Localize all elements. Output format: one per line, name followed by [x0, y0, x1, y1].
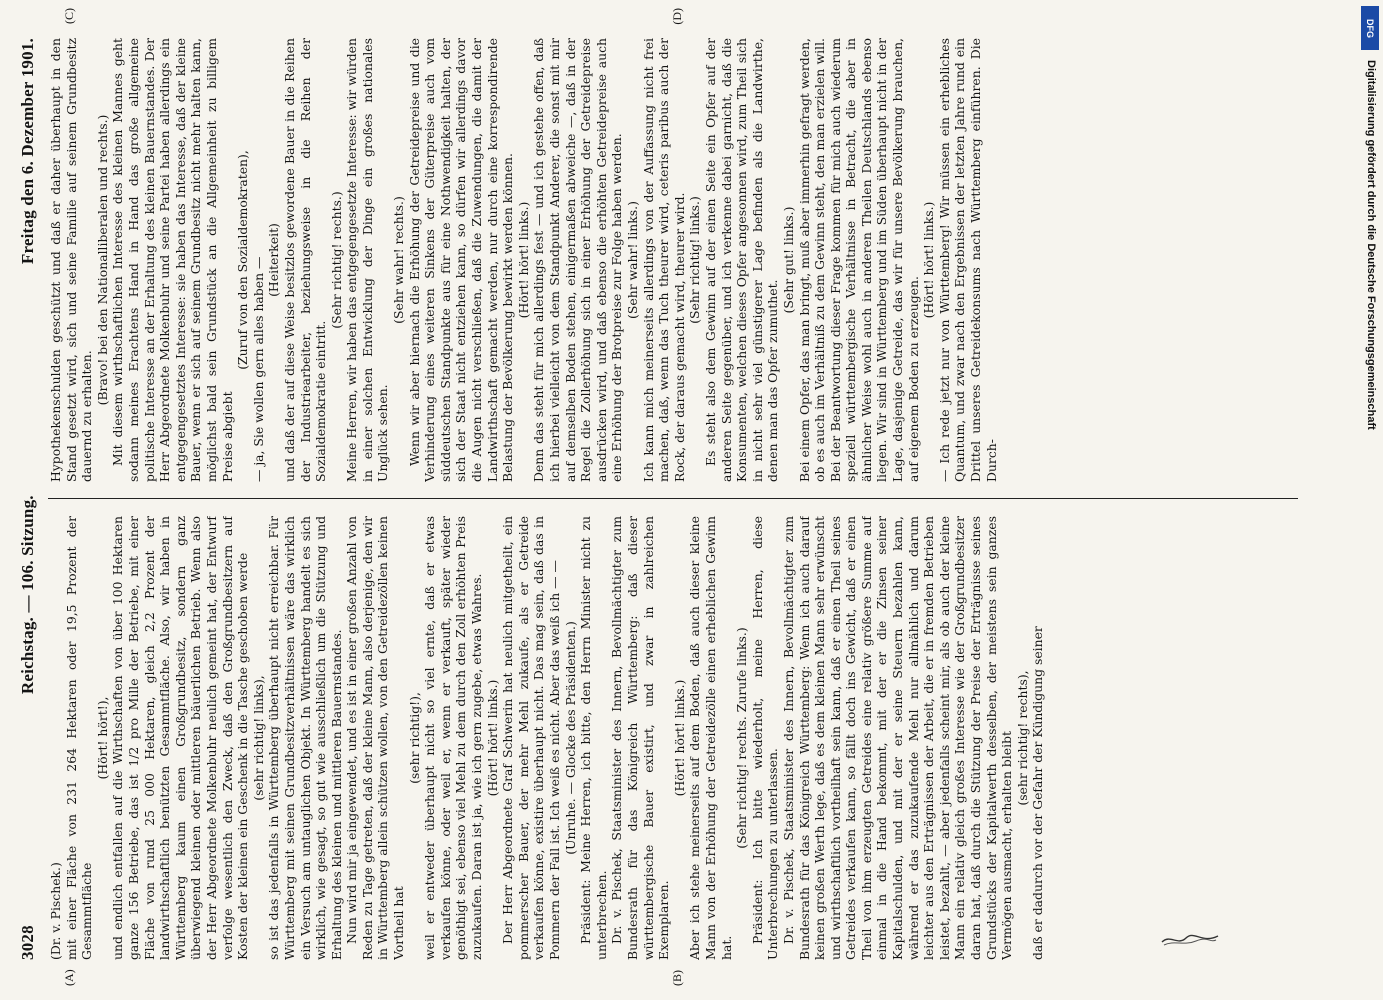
left-column-paragraph: Dr. v. Pischek, Staatsminister des Innern, Bevollmächtigter zum Bundesrath für das Königreich Württemberg: daß dieser württembergische Bauer existirt, und zwar in zahlreichen Exemplaren. — [609, 516, 672, 960]
left-column-paragraph: (Hört! hört! links.) — [671, 679, 687, 797]
right-column-paragraph: (Sehr wahr! links.) — [624, 201, 640, 319]
left-column-paragraph: daß er dadurch vor der Gefahr der Kündigung seiner — [1030, 626, 1046, 960]
left-column-paragraph: so ist das jedenfalls in Württemberg überhaupt nicht erreichbar. Für Württemberg mit seinen Grundbesitzverhältnissen wäre das wirklich ein Versuch am untauglichen Objekt. In Württemberg handelt es sich wirklich, wie gesagt, so gut wie ausschließlich um die Stützung und Erhaltung des kleinen und mittleren Bauernstandes. — [266, 516, 344, 960]
left-column-paragraph: Der Herr Abgeordnete Graf Schwerin hat neulich mitgetheilt, ein pommerscher Bauer, der mehr Mehl zukaufe, als er Getreide verkaufen könne, existire überhaupt nicht. Das mag sein, daß das in Pommern der Fall ist. Ich weiß es nicht. Aber das weiß ich — — — [500, 516, 562, 960]
left-column-paragraph: (Sehr richtig! rechts. Zurufe links.) — [734, 627, 750, 849]
dfg-logo: DFG — [1361, 6, 1379, 50]
left-column-paragraph: (Unruhe. — Glocke des Präsidenten.) — [562, 621, 578, 855]
margin-marker-b: (B) — [670, 970, 684, 986]
funding-note: Digitalisierung gefördert durch die Deutsche Forschungsgemeinschaft — [1365, 60, 1377, 430]
right-column-paragraph: (Bravo! bei den Nationalliberalen und rechts.) — [94, 114, 110, 406]
right-column-paragraph: (Sehr wahr! rechts.) — [391, 196, 407, 324]
right-column-paragraph: — ja, Sie wollen gern alles haben — — [250, 256, 266, 482]
right-column-paragraph: Denn das steht für mich allerdings fest — und ich gestehe offen, daß ich hierbei vielleicht von dem Standpunkt Anderer, die sonst mit mir auf demselben Boden stehen, einigermaßen abweiche —, daß in der Regel die Zollerhöhung sich in einer Erhöhung der Getreidepreise ausdrücken wird, und daß ebenso die erhöhten Getreidepreise auch eine Erhöhung der Brotpreise zur Folge haben werden. — [531, 38, 625, 482]
left-column-paragraph: Präsident: Ich bitte wiederholt, meine Herren, diese Unterbrechungen zu unterlassen. — [749, 516, 781, 960]
left-column-paragraph: Präsident: Meine Herren, ich bitte, den Herrn Minister nicht zu unterbrechen. — [578, 516, 609, 960]
left-column-paragraph: (sehr richtig! rechts), — [1014, 670, 1030, 806]
right-column-paragraph: Hypothekenschulden geschützt und daß er daher überhaupt in den Stand gesetzt wird, sich und seine Familie auf seinem Grundbesitz dauernd zu erhalten. — [48, 38, 95, 482]
page-number: 3028 — [18, 925, 37, 960]
funding-sidebar — [1363, 60, 1377, 700]
left-column-paragraph: Nun wird mir ja eingewendet, und es ist in einer großen Anzahl von Reden zu Tage getreten, daß der kleine Mann, also derjenige, den wir in Württemberg allein schützen wollen, von den Getreidezöllen keinen Vortheil hat — [344, 516, 407, 960]
text-columns — [48, 8, 1298, 986]
left-column-paragraph: (sehr richtig!), — [406, 692, 422, 784]
right-column-paragraph: Meine Herren, wir haben das entgegengesetzte Interesse: wir würden in einer solchen Entwicklung der Dinge ein großes nationales Unglück sehen. — [344, 38, 391, 482]
left-column-paragraph: und endlich entfallen auf die Wirthschaften von über 100 Hektaren ganze 156 Betriebe, das ist 1/2 pro Mille der Betriebe, mit einer Fläche von rund 25 000 Hektaren, gleich 2,2 Prozent der landwirthschaftlich benützten Gesammtfläche. Also, wir haben in Württemberg kaum einen Großgrundbesitz, sondern ganz überwiegend kleinen oder mittleren bäuerlichen Betrieb. Wenn also der Herr Abgeordnete Molkenbuhr neulich gemeint hat, der Entwurf verfolge wesentlich den Zweck, daß den Großgrundbesitzern auf Kosten der kleinen ein Geschenk in die Tasche geschoben werde — [110, 516, 251, 960]
right-column-paragraph: (Sehr gut! links.) — [780, 206, 796, 314]
left-column-paragraph: weil er entweder überhaupt nicht so viel ernte, daß er etwas verkaufen könne, oder weil er, wenn er verkauft, später wieder genöthigt sei, ebenso viel Mehl zu dem durch den Zoll erhöhten Preis zuzukaufen. Daran ist ja, wie ich gern zugebe, etwas Wahres. — [422, 516, 485, 960]
right-column-paragraph: (Heiterkeit) — [266, 223, 282, 297]
left-column — [48, 516, 1298, 960]
right-column-paragraph: — Ich rede jetzt nur von Württemberg! Wir müssen ein erhebliches Quantum, und zwar nach den Ergebnissen der letzten Jahre rund ein Drittel unseres Getreidekonsums nach Württemberg einführen. Die Durch- — [936, 38, 999, 482]
left-column-paragraph: (sehr richtig! links), — [250, 675, 266, 801]
right-column-paragraph: (Sehr richtig! rechts.) — [328, 191, 344, 329]
margin-marker-a: (A) — [62, 969, 76, 986]
right-column-paragraph: Es steht also dem Gewinn auf der einen Seite ein Opfer auf der anderen Seite gegenüber, und ich verkenne dabei garnicht, daß die Konsumenten, welchen dieses Opfer angesonnen wird, zum Theil sich in nicht sehr viel günstigerer Lage befinden als die Landwirthe, denen man das Opfer zumuthet. — [702, 38, 781, 482]
right-column-paragraph: Wenn wir aber hiernach die Erhöhung der Getreidepreise und die Verhinderung eines weiteren Sinkens der Güterpreise auch vom süddeutschen Standpunkte aus für eine Nothwendigkeit halten, der sich der Staat nicht entziehen kann, so dürfen wir allerdings davor die Augen nicht verschließen, daß die Zuwendungen, die damit der Landwirthschaft gemacht werden, nur durch eine korrespondirende Belastung der Bevölkerung bewirkt werden können. — [406, 38, 516, 482]
right-column-paragraph: und daß der auf diese Weise besitzlos gewordene Bauer in die Reihen der Industriearbeiter, beziehungsweise in die Reihen der Sozialdemokratie eintritt. — [281, 38, 329, 482]
right-column-paragraph: (Sehr richtig! links.) — [687, 196, 703, 324]
right-column — [48, 38, 1298, 482]
column-divider — [48, 498, 1298, 499]
page-header — [18, 38, 48, 960]
left-column-paragraph: Dr. v. Pischek, Staatsminister des Innern, Bevollmächtigter zum Bundesrath für das Königreich Württemberg: Wenn ich auch darauf keinen großen Werth lege, daß es dem kleinen Mann sehr erwünscht und wirthschaftlich vortheilhaft sein kann, daß er einen Theil seines Getreides verkaufen kann, so fällt doch ins Gewicht, daß er einen Theil von ihm erzeugten Getreides eine relativ größere Summe auf einmal in die Hand bekommt, mit der er die Zinsen seiner Kapitalschulden, und mit der er seine Steuern bezahlen kann, während er das zuzukaufende Mehl nur allmählich und darum leichter aus den Erträgnissen der Arbeit, die er in fremden Betrieben leistet, bezahlt, — aber jedenfalls scheint mir, als ob auch der kleine Mann ein relativ gleich großes Interesse wie der Großgrundbesitzer daran hat, daß durch die Stützung der Preise der Erträgnisse seines Grundstücks der Kapitalwerth desselben, der meistens sein ganzes Vermögen ausmacht, erhalten bleibt — [780, 516, 1015, 960]
right-column-paragraph: Ich kann mich meinerseits allerdings von der Auffassung nicht frei machen, daß, wenn das Tuch theurer wird, ceteris paribus auch der Rock, der daraus gemacht wird, theurer wird. — [640, 38, 687, 482]
right-column-paragraph: Mit diesem wirthschaftlichen Interesse des kleinen Mannes geht sodann meines Erachtens Hand in Hand das große allgemeine politische Interesse an der Erhaltung des kleinen Bauernstandes. Der Herr Abgeordnete Molkenbuhr und seine Partei haben allerdings ein entgegengesetztes Interesse: sie haben das Interesse, daß der kleine Bauer, wenn er sich auf seinem Grundbesitz nicht mehr halten kann, möglichst bald sein Grundstück an die Allgemeinheit zu billigem Preise abgiebt — [110, 38, 235, 482]
right-column-paragraph: (Zuruf von den Sozialdemokraten), — [235, 150, 251, 370]
margin-marker-c: (C) — [62, 8, 76, 24]
left-column-paragraph: (Hört! hört!), — [94, 696, 110, 780]
left-column-paragraph: (Dr. v. Pischek.) — [48, 862, 63, 960]
session-date: Freitag den 6. Dezember 1901. — [18, 38, 37, 265]
right-column-paragraph: (Hört! hört! links.) — [921, 201, 937, 319]
margin-marker-d: (D) — [670, 8, 684, 25]
pen-scribble-mark — [1160, 930, 1220, 948]
session-title: Reichstag. — 106. Sitzung. — [18, 495, 37, 695]
right-column-paragraph: Bei einem Opfer, das man bringt, muß aber immerhin gefragt werden, ob es auch im Verhältniß zu dem Gewinn steht, den man erzielen will. Bei der Beantwortung dieser Frage kommen für mich auch wiederum speziell württembergische Verhältnisse in Betracht, die aber in ähnlicher Weise wohl auch in anderen Theilen Deutschlands ebenso liegen. Wir sind in Württemberg und im Süden überhaupt nicht in der Lage, dasjenige Getreide, das wir für unsere Bevölkerung brauchen, auf eigenem Boden zu erzeugen. — [796, 38, 921, 482]
right-column-paragraph: (Hört! hört! links.) — [515, 201, 531, 319]
left-column-paragraph: mit einer Fläche von 231 264 Hektaren oder 19,5 Prozent der Gesammtfläche — [63, 516, 95, 960]
left-column-paragraph: Aber ich stehe meinerseits auf dem Boden, daß auch dieser kleine Mann von der Erhöhung der Getreidezölle einen erheblichen Gewinn hat. — [687, 516, 734, 960]
left-column-paragraph: (Hört! hört! links.) — [484, 679, 500, 797]
